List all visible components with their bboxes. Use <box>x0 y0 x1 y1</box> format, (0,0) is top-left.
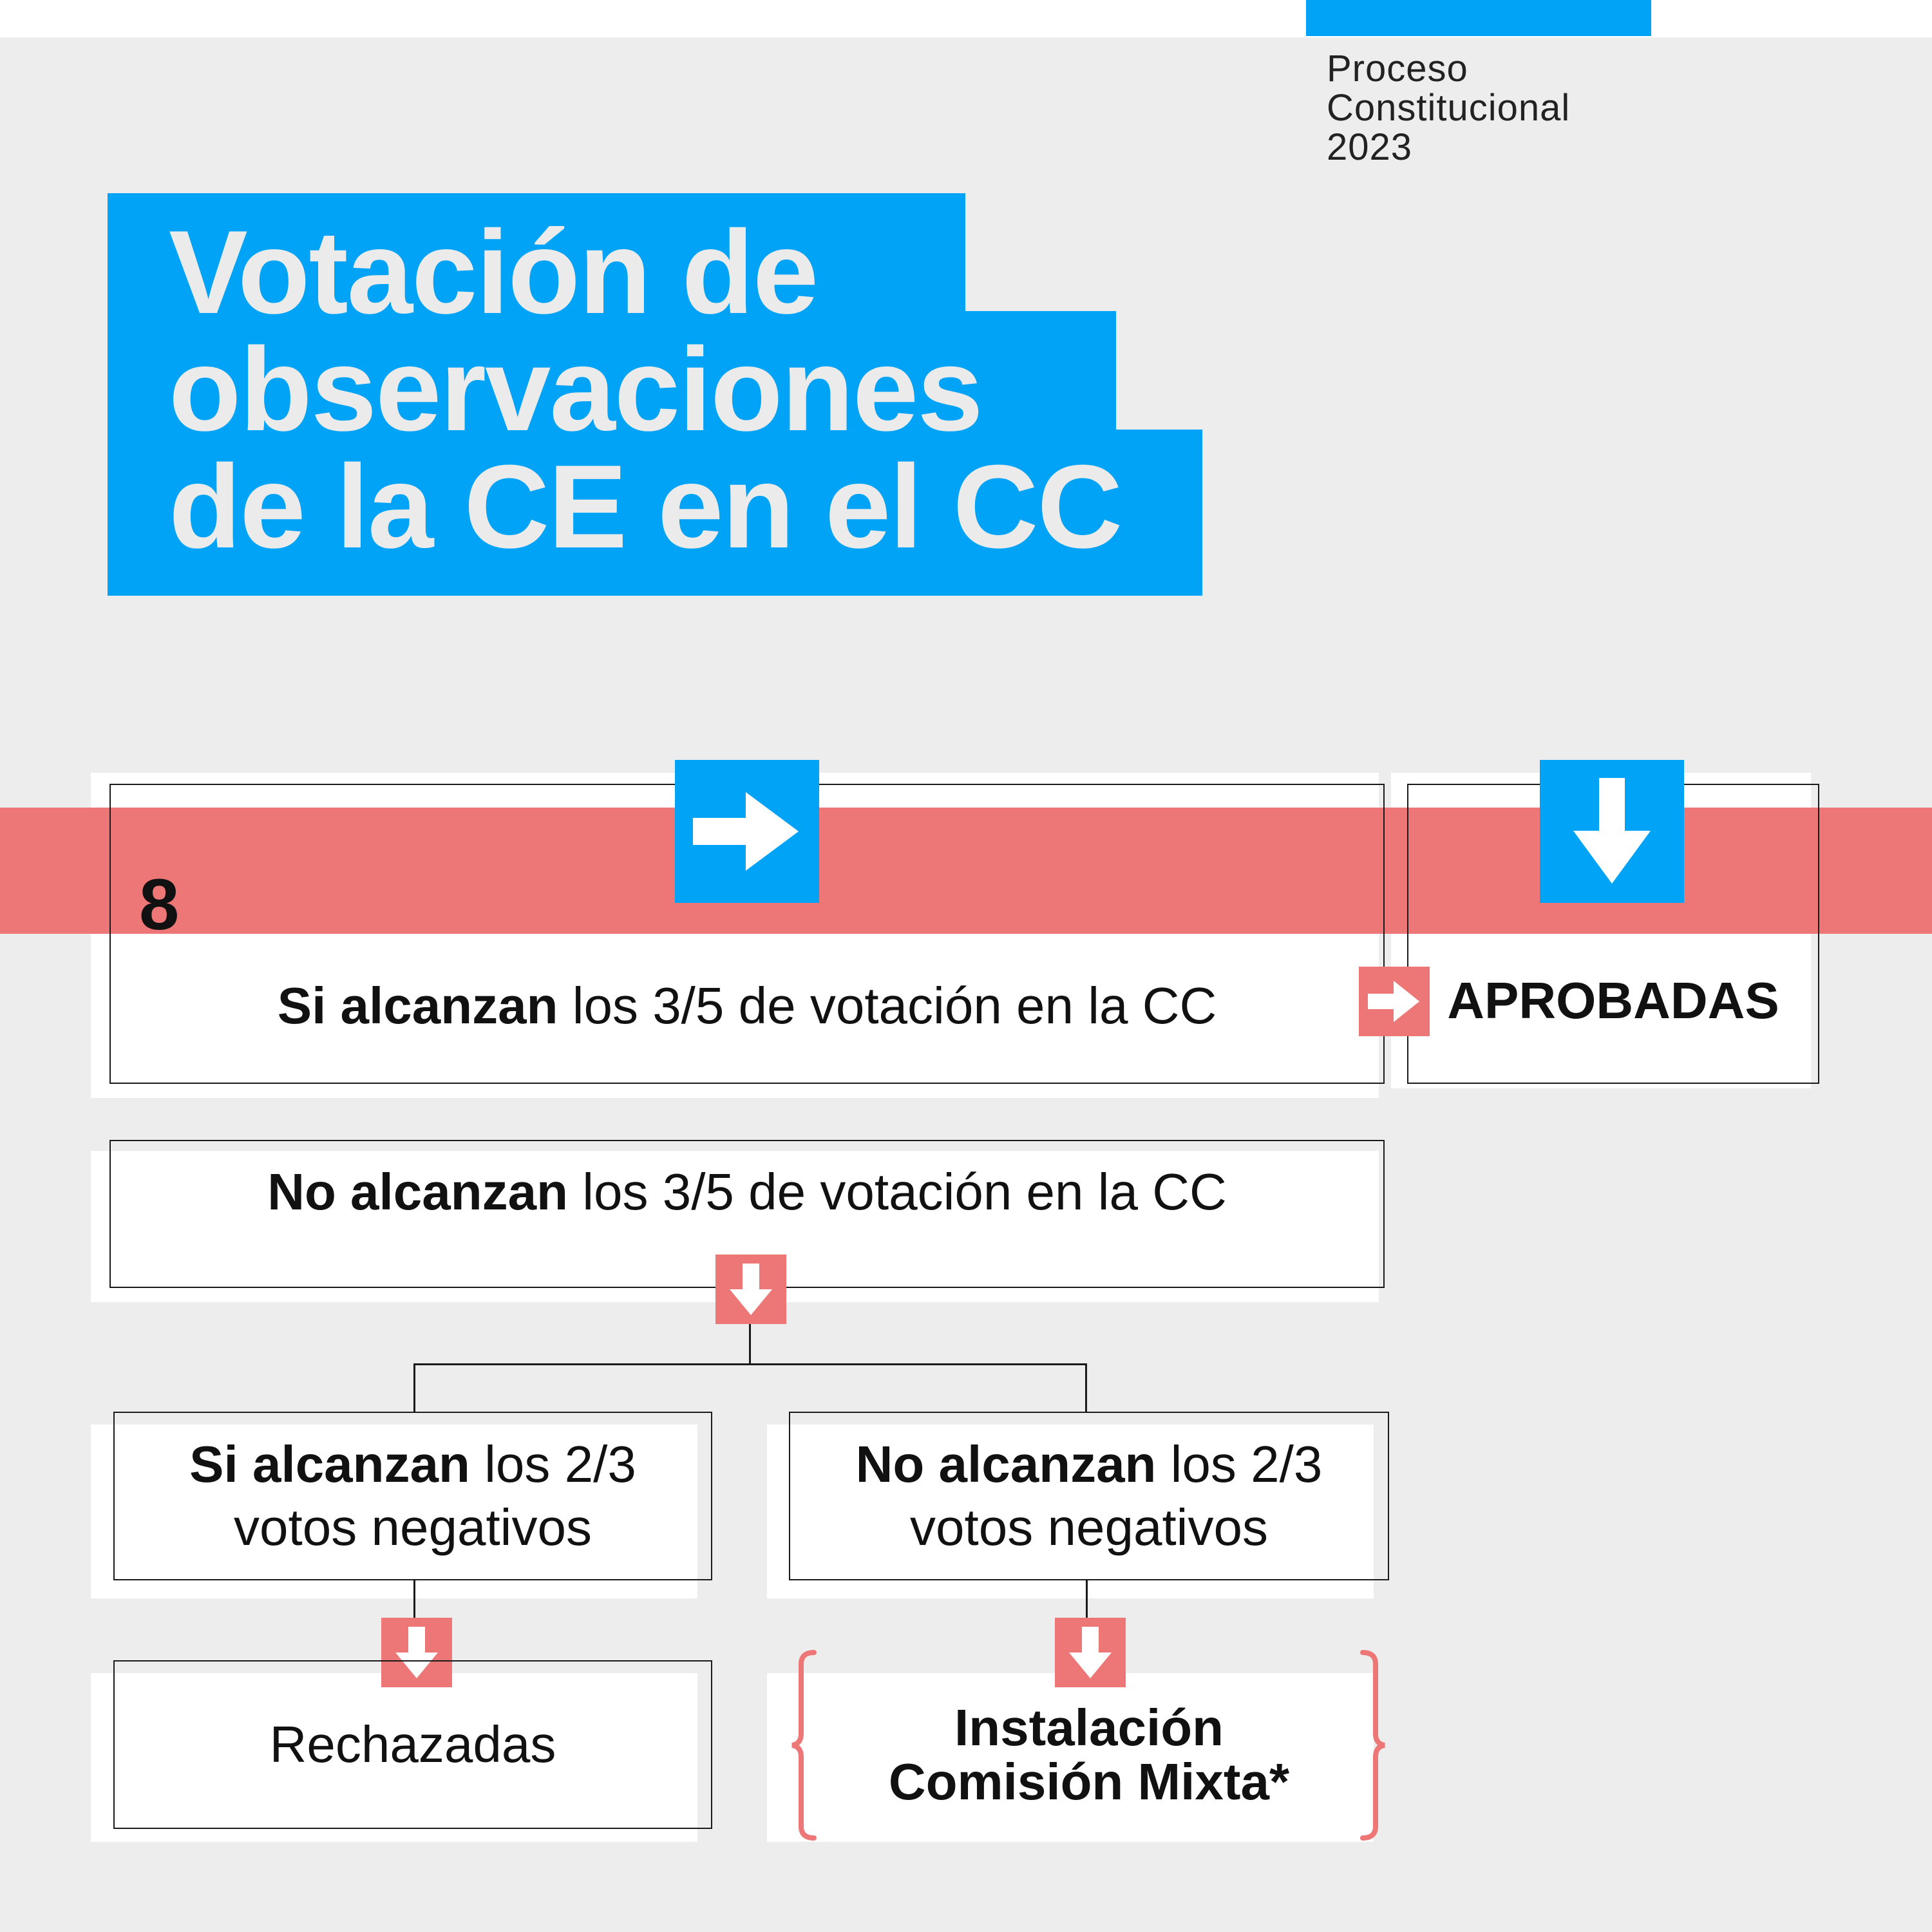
condition-box-2-3-yes <box>113 1412 712 1580</box>
condition-text-3-5-no: No alcanzan los 3/5 de votación en la CC <box>267 1163 1227 1220</box>
arrow-right-icon <box>675 760 819 903</box>
connector-horizontal <box>413 1363 1087 1365</box>
connector-down <box>749 1324 751 1365</box>
condition-box-2-3-no <box>789 1412 1389 1580</box>
arrow-down-icon <box>715 1255 786 1324</box>
left-brace-icon <box>787 1649 819 1842</box>
condition-text-2-3-yes-line2: votos negativos <box>234 1499 592 1556</box>
right-brace-icon <box>1358 1649 1390 1842</box>
condition-text-3-5-yes: Si alcanzan los 3/5 de votación en la CC <box>277 977 1217 1034</box>
brand-line-2: Constitucional <box>1327 87 1571 129</box>
connector-right-down <box>1086 1580 1088 1619</box>
page-title-line-1: Votación de <box>169 205 818 338</box>
page-title-line-2: observaciones <box>169 323 982 455</box>
brand-line-3: 2023 <box>1327 126 1413 168</box>
result-rejected-text: Rechazadas <box>269 1716 556 1773</box>
step-number: 8 <box>139 864 180 945</box>
result-mixed-line1: Instalación <box>954 1699 1224 1756</box>
page-title-line-3: de la CE en el CC <box>169 440 1122 573</box>
connector-right <box>1085 1363 1087 1412</box>
arrow-down-icon <box>1540 760 1684 903</box>
connector-left <box>413 1363 415 1412</box>
result-mixed-line2: Comisión Mixta* <box>888 1753 1290 1810</box>
condition-text-2-3-no-line2: votos negativos <box>910 1499 1268 1556</box>
condition-text-2-3-yes-line1: Si alcanzan los 2/3 <box>189 1435 636 1493</box>
result-mixed-commission <box>789 1674 1389 1835</box>
brand-line-1: Proceso <box>1327 48 1468 90</box>
arrow-right-icon <box>1359 967 1430 1036</box>
title-area <box>0 0 1932 644</box>
result-box-rejected <box>113 1660 712 1829</box>
condition-text-2-3-no-line1: No alcanzan los 2/3 <box>855 1435 1323 1493</box>
connector-left-down <box>413 1580 415 1619</box>
result-approved-text: APROBADAS <box>1447 972 1779 1029</box>
